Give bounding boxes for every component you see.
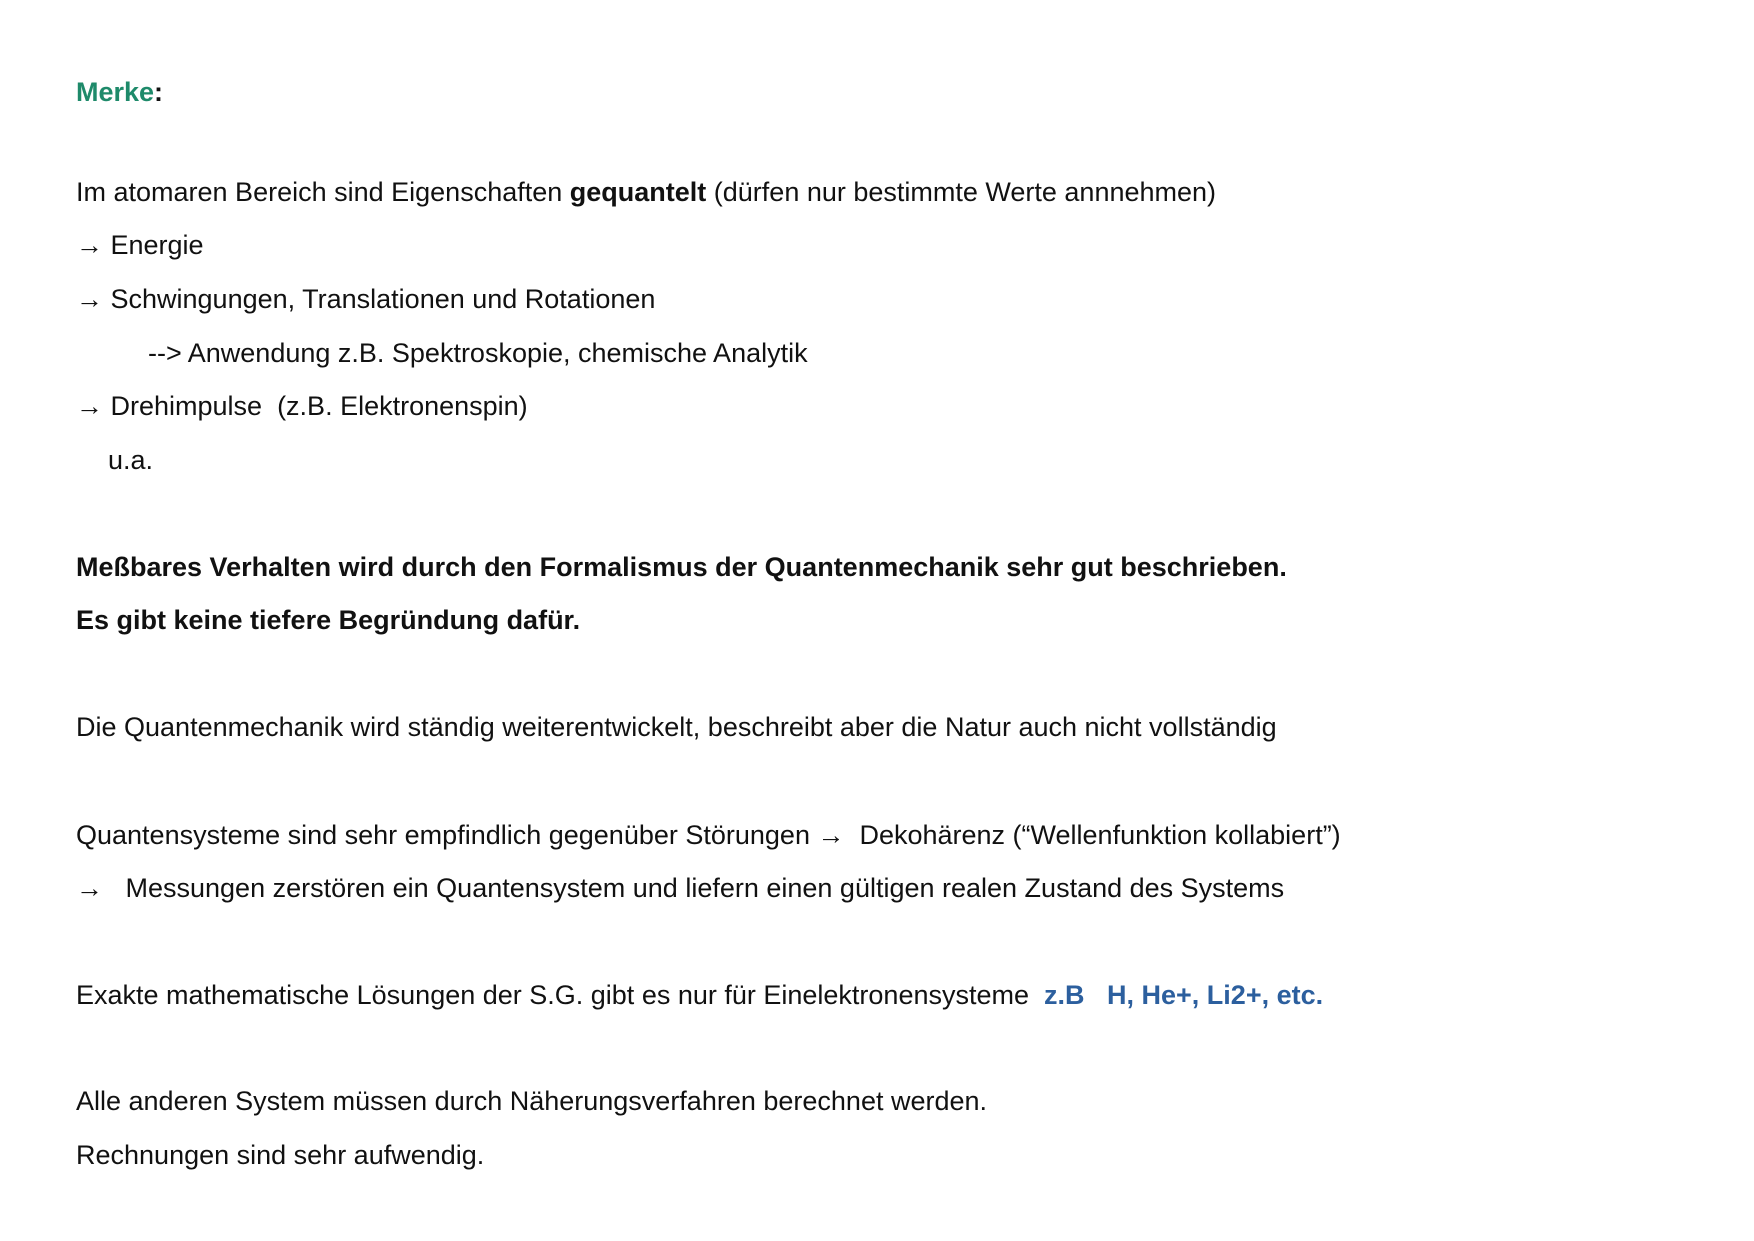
quantized-intro-before: Im atomaren Bereich sind Eigenschaften — [76, 177, 570, 207]
statement-line-1: Meßbares Verhalten wird durch den Formalismus der Quantenmechanik sehr gut beschrieben. — [76, 552, 1287, 582]
quantized-intro-after: (dürfen nur bestimmte Werte annnehmen) — [706, 177, 1217, 207]
quantized-intro-bold: gequantelt — [569, 177, 707, 207]
statement-line-2: Es gibt keine tiefere Begründung dafür. — [76, 605, 581, 635]
item-vibrations: → Schwingungen, Translationen und Rotationen — [76, 284, 656, 314]
exact-solutions-examples: z.B H, He+, Li2+, etc. — [1044, 980, 1324, 1010]
merke-colon: : — [154, 77, 164, 107]
merke-heading — [76, 76, 163, 108]
approximation-line-1: Alle anderen System müssen durch Näherungsverfahren berechnet werden. — [76, 1086, 988, 1116]
decoherence-line-2: → Messungen zerstören ein Quantensystem und liefern einen gültigen realen Zustand des Systems — [76, 873, 1285, 903]
approximation-line-2: Rechnungen sind sehr aufwendig. — [76, 1140, 485, 1170]
exact-solutions-line — [76, 979, 1323, 1011]
development-line: Die Quantenmechanik wird ständig weiterentwickelt, beschreibt aber die Natur auch nicht vollständig — [76, 712, 1277, 742]
exact-solutions-text: Exakte mathematische Lösungen der S.G. gibt es nur für Einelektronensysteme — [76, 980, 1045, 1010]
item-energy: → Energie — [76, 230, 204, 260]
quantized-intro — [76, 176, 1216, 208]
item-etc: u.a. — [108, 445, 154, 475]
item-angular-momentum: → Drehimpulse (z.B. Elektronenspin) — [76, 391, 528, 421]
item-application: --> Anwendung z.B. Spektroskopie, chemische Analytik — [148, 338, 808, 368]
decoherence-line-1: Quantensysteme sind sehr empfindlich gegenüber Störungen → Dekohärenz (“Wellenfunktion kollabiert”) — [76, 820, 1341, 850]
merke-label: Merke — [76, 77, 155, 107]
